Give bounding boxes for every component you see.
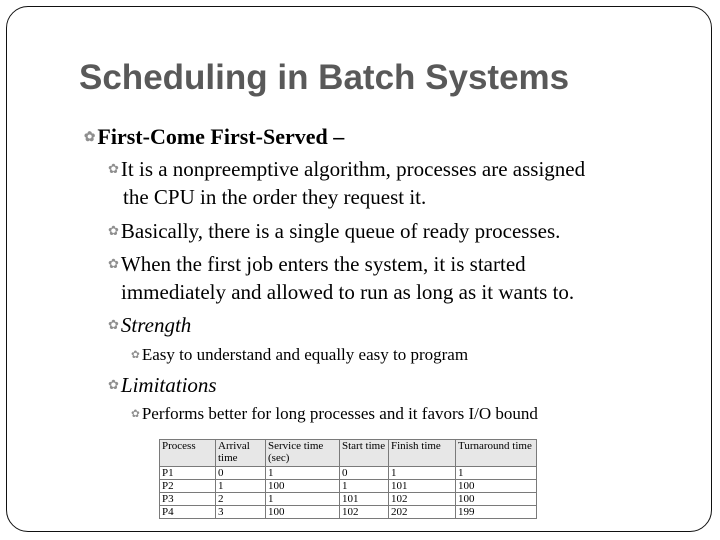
table-cell: P3 (160, 493, 216, 506)
bullet-marker-icon: ✿ (131, 408, 140, 420)
bullet-fcfs (84, 124, 344, 150)
table-cell: 101 (340, 493, 389, 506)
table-cell: 101 (389, 480, 456, 493)
table-header-cell: Finish time (389, 440, 456, 467)
fcfs-table (159, 439, 537, 519)
table-row (160, 493, 537, 506)
bullet-single-queue (108, 219, 560, 244)
table-cell: 100 (266, 480, 340, 493)
table-header-cell: Turnaround time (456, 440, 537, 467)
bullet-first-job-continuation: immediately and allowed to run as long as it wants to. (121, 280, 575, 304)
table-cell: 102 (389, 493, 456, 506)
fcfs-table-wrapper (155, 436, 541, 519)
table-row (160, 467, 537, 480)
bullet-marker-icon: ✿ (108, 256, 119, 272)
table-header-cell: Start time (340, 440, 389, 467)
table-row (160, 506, 537, 519)
bullet-marker-icon: ✿ (131, 349, 140, 361)
table-cell: 1 (389, 467, 456, 480)
table-cell: 1 (456, 467, 537, 480)
table-cell: 100 (456, 480, 537, 493)
table-cell: P1 (160, 467, 216, 480)
bullet-marker-icon: ✿ (108, 223, 119, 239)
bullet-single-queue-text: Basically, there is a single queue of ready processes. (120, 219, 561, 243)
table-cell: P4 (160, 506, 216, 519)
table-header-cell: Service time (sec) (266, 440, 340, 467)
table-cell: P2 (160, 480, 216, 493)
bullet-strength-text: Strength (120, 313, 192, 337)
table-cell: 3 (216, 506, 266, 519)
bullet-first-job-text: When the first job enters the system, it is started (120, 252, 526, 276)
table-cell: 1 (266, 467, 340, 480)
table-cell: 0 (216, 467, 266, 480)
table-cell: 102 (340, 506, 389, 519)
bullet-limitations-detail (131, 404, 538, 424)
table-cell: 100 (456, 493, 537, 506)
table-header-cell: Arrival time (216, 440, 266, 467)
table-row (160, 480, 537, 493)
table-cell: 2 (216, 493, 266, 506)
bullet-strength-detail-text: Easy to understand and equally easy to program (141, 345, 469, 364)
bullet-fcfs-text: First-Come First-Served – (97, 124, 345, 149)
bullet-nonpreemptive (108, 157, 585, 182)
bullet-first-job (108, 252, 526, 277)
bullet-limitations (108, 373, 217, 398)
table-cell: 1 (266, 493, 340, 506)
table-header-row (160, 440, 537, 467)
table-cell: 1 (340, 480, 389, 493)
table-cell: 100 (266, 506, 340, 519)
bullet-nonpreemptive-text: It is a nonpreemptive algorithm, processes are assigned (120, 157, 586, 181)
table-cell: 0 (340, 467, 389, 480)
table-cell: 202 (389, 506, 456, 519)
slide-title: Scheduling in Batch Systems (79, 58, 570, 97)
table-header-cell: Process (160, 440, 216, 467)
bullet-marker-icon: ✿ (108, 161, 119, 177)
bullet-strength-detail (131, 345, 468, 365)
bullet-marker-icon: ✿ (84, 129, 96, 144)
bullet-strength (108, 313, 191, 338)
bullet-limitations-text: Limitations (120, 373, 217, 397)
bullet-marker-icon: ✿ (108, 317, 119, 333)
bullet-marker-icon: ✿ (108, 377, 119, 393)
table-cell: 1 (216, 480, 266, 493)
bullet-limitations-detail-text: Performs better for long processes and it favors I/O bound (141, 404, 538, 423)
bullet-nonpreemptive-continuation: the CPU in the order they request it. (123, 185, 427, 209)
table-cell: 199 (456, 506, 537, 519)
